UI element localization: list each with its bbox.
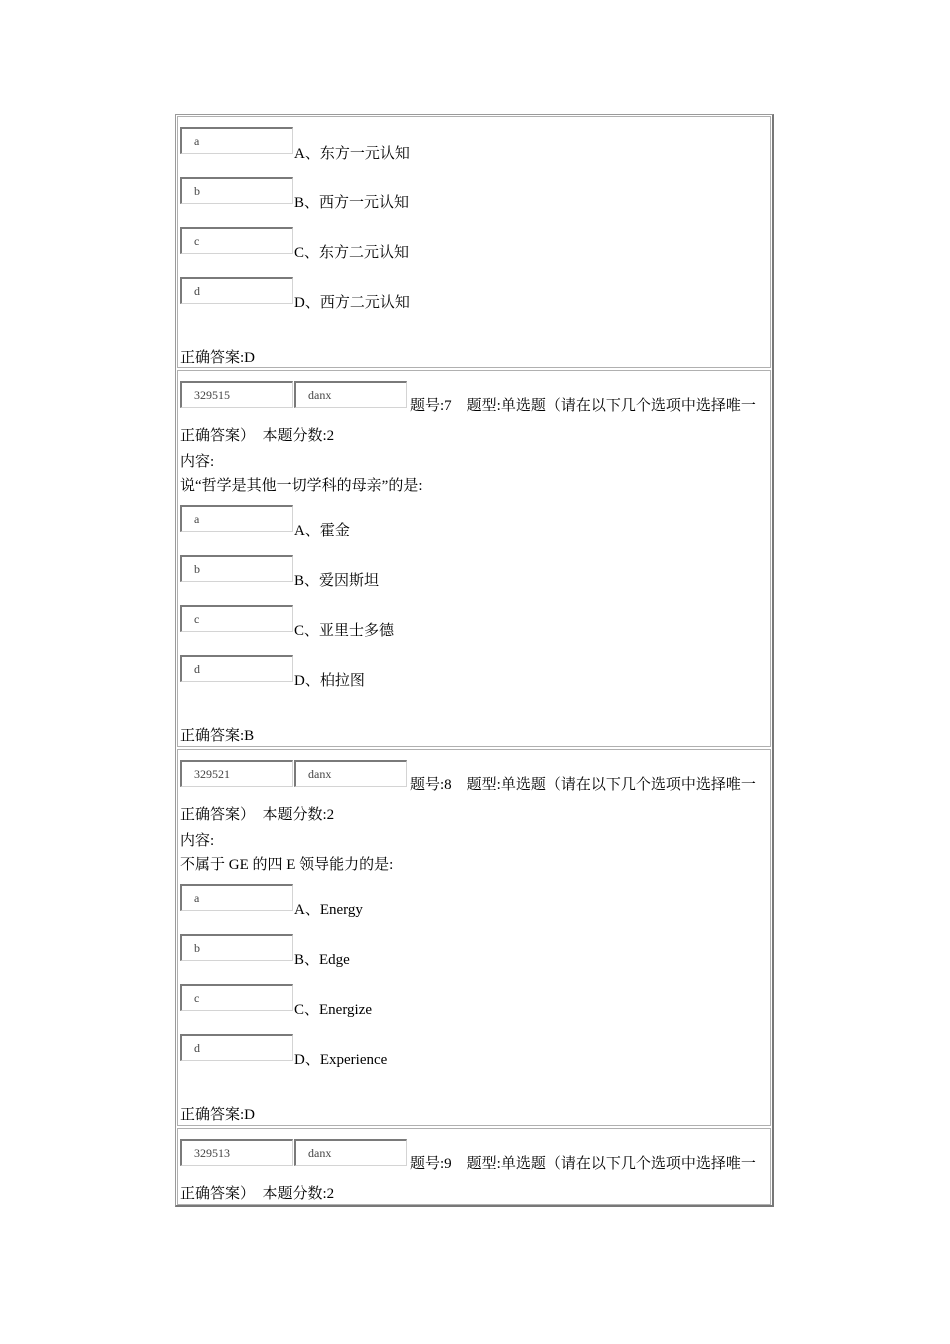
question-id-field[interactable]: 329521 — [180, 760, 293, 787]
option-d-box[interactable]: d — [180, 655, 293, 682]
question-text: 不属于 GE 的四 E 领导能力的是: — [180, 857, 394, 873]
option-d-box[interactable]: d — [180, 1034, 293, 1061]
option-b-label: B、西方一元认知 — [294, 195, 410, 211]
option-a-box[interactable]: a — [180, 127, 293, 154]
option-d-label: D、Experience — [294, 1052, 388, 1068]
question-block-7 — [177, 370, 771, 747]
option-c-box[interactable]: c — [180, 605, 293, 632]
question-type-field[interactable]: danx — [294, 760, 407, 787]
correct-answer: 正确答案:B — [180, 728, 255, 744]
option-c-label: C、东方二元认知 — [294, 245, 410, 261]
question-block-8 — [177, 749, 771, 1126]
question-text: 说“哲学是其他一切学科的母亲”的是: — [180, 478, 423, 494]
question-id-field[interactable]: 329513 — [180, 1139, 293, 1166]
option-b-box[interactable]: b — [180, 555, 293, 582]
content-label: 内容: — [180, 833, 215, 849]
question-header: 题号:8 题型:单选题（请在以下几个选项中选择唯一 — [410, 777, 756, 793]
exam-table — [175, 114, 774, 1207]
option-d-box[interactable]: d — [180, 277, 293, 304]
option-c-box[interactable]: c — [180, 984, 293, 1011]
option-a-label: A、东方一元认知 — [294, 146, 410, 162]
question-header: 题号:9 题型:单选题（请在以下几个选项中选择唯一 — [410, 1156, 756, 1172]
question-type-field[interactable]: danx — [294, 1139, 407, 1166]
content-label: 内容: — [180, 454, 215, 470]
option-a-label: A、Energy — [294, 902, 363, 918]
question-id-field[interactable]: 329515 — [180, 381, 293, 408]
correct-answer: 正确答案:D — [180, 1107, 256, 1123]
question-block-6 — [177, 116, 771, 368]
option-c-box[interactable]: c — [180, 227, 293, 254]
option-d-label: D、西方二元认知 — [294, 295, 410, 311]
option-a-label: A、霍金 — [294, 523, 350, 539]
question-header-cont: 正确答案） 本题分数:2 — [180, 428, 335, 444]
question-header: 题号:7 题型:单选题（请在以下几个选项中选择唯一 — [410, 398, 756, 414]
option-b-label: B、Edge — [294, 952, 350, 968]
question-header-cont: 正确答案） 本题分数:2 — [180, 1186, 335, 1202]
option-a-box[interactable]: a — [180, 505, 293, 532]
option-b-box[interactable]: b — [180, 177, 293, 204]
option-c-label: C、Energize — [294, 1002, 373, 1018]
option-a-box[interactable]: a — [180, 884, 293, 911]
question-header-cont: 正确答案） 本题分数:2 — [180, 807, 335, 823]
option-b-box[interactable]: b — [180, 934, 293, 961]
question-block-9 — [177, 1128, 771, 1205]
option-d-label: D、柏拉图 — [294, 673, 365, 689]
option-b-label: B、爱因斯坦 — [294, 573, 380, 589]
correct-answer: 正确答案:D — [180, 350, 256, 366]
question-type-field[interactable]: danx — [294, 381, 407, 408]
option-c-label: C、亚里士多德 — [294, 623, 395, 639]
